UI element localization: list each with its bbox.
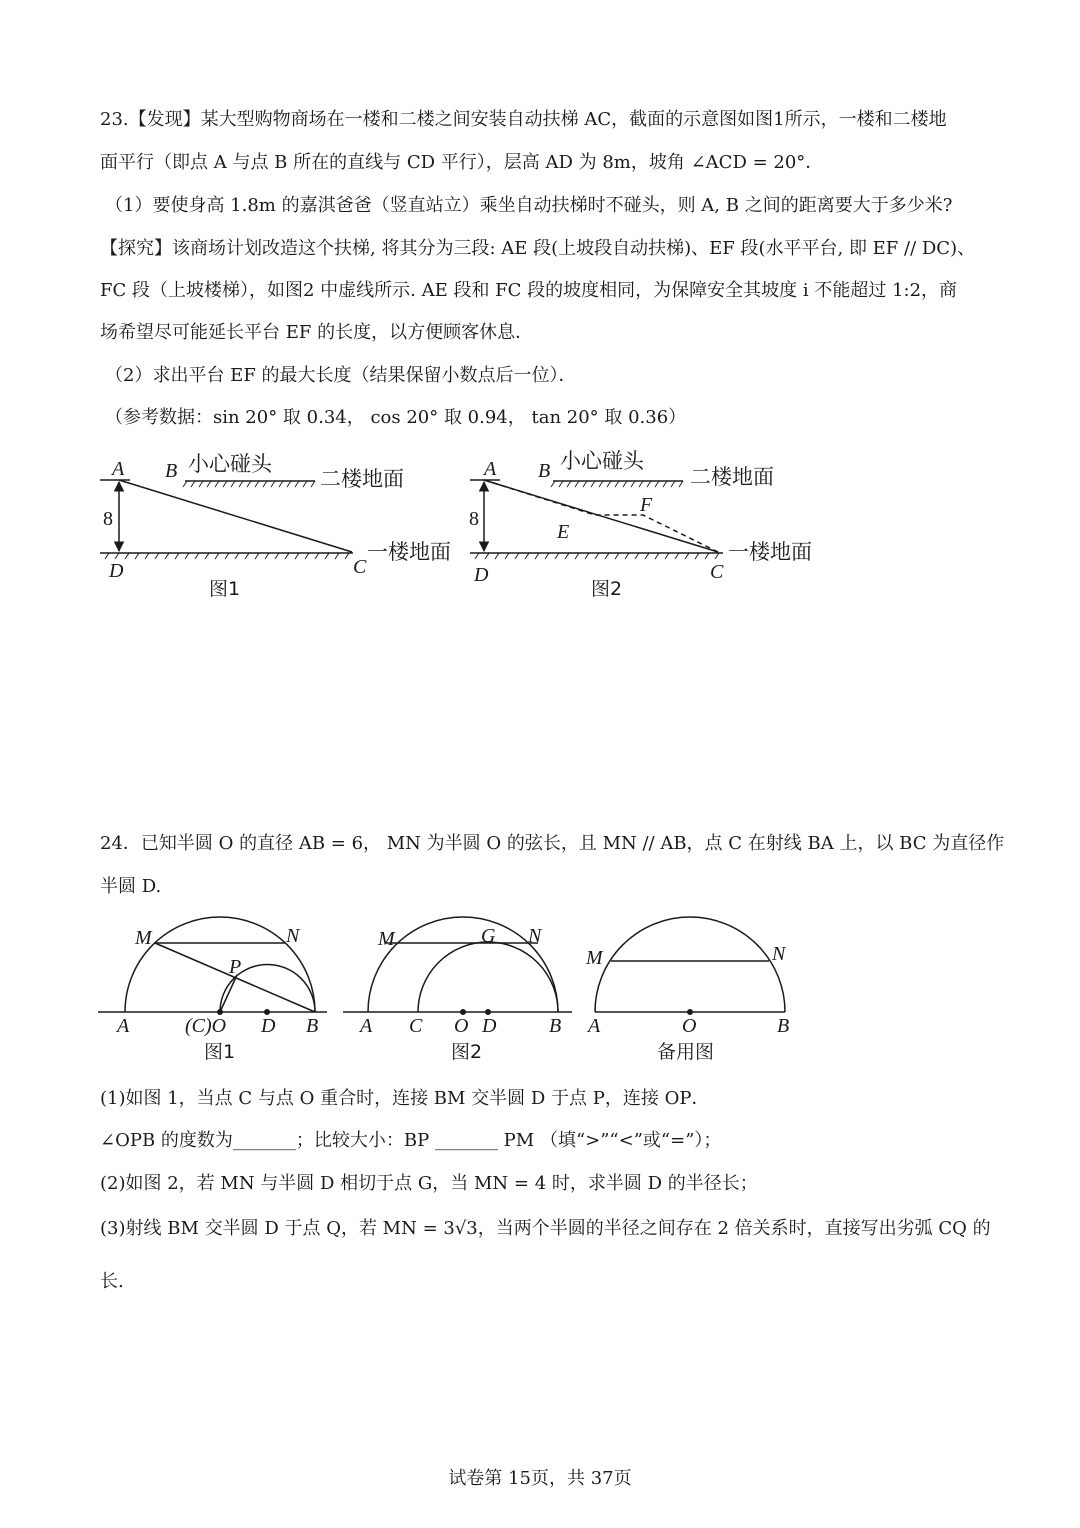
q23-fig1-floor2: 二楼地面 xyxy=(320,467,404,491)
q23-fig2-label-a: A xyxy=(484,458,497,480)
q23-fig2-label-f: F xyxy=(640,494,653,516)
q24-fig2-label-o: O xyxy=(454,1015,469,1037)
q24-fig2-label-g: G xyxy=(481,925,496,947)
q24-fig1-label-d: D xyxy=(261,1015,276,1037)
q24-fig1-label-p: P xyxy=(229,956,242,978)
q24-fig2-label-d: D xyxy=(482,1015,497,1037)
q24-fig2-caption: 图2 xyxy=(451,1041,483,1063)
q23-fig1-label-a: A xyxy=(112,458,125,480)
q23-fig1-floor1: 一楼地面 xyxy=(367,540,451,564)
q23-fig1-height: 8 xyxy=(103,508,113,530)
q23-line-1: 23.【发现】某大型购物商场在一楼和二楼之间安装自动扶梯 AC，截面的示意图如图1所示，一楼和二楼地 xyxy=(100,109,947,130)
q23-fig2-label-b: B xyxy=(538,460,551,482)
q24-fig2-label-m: M xyxy=(378,928,395,950)
q23-line-2: 面平行（即点 A 与点 B 所在的直线与 CD 平行），层高 AD 为 8m，坡角 ∠ACD = 20°． xyxy=(100,152,824,173)
q24-line-5: (2)如图 2，若 MN 与半圆 D 相切于点 G，当 MN = 4 时，求半圆 D 的半径长； xyxy=(100,1173,758,1194)
q23-line-3: （1）要使身高 1.8m 的嘉淇爸爸（竖直站立）乘坐自动扶梯时不碰头，则 A, B 之间的距离要大于多少米? xyxy=(105,195,953,216)
q23-fig1-caution: 小心碰头 xyxy=(188,452,272,476)
q24-line-4: ∠OPB 的度数为_______；比较大小：BP _______ PM （填“>”“<”或“=”）； xyxy=(100,1130,722,1151)
q23-fig1-caption: 图1 xyxy=(209,578,241,600)
q23-line-5: FC 段（上坡楼梯），如图2 中虚线所示. AE 段和 FC 段的坡度相同，为保障安全其坡度 i 不能超过 1:2，商 xyxy=(100,280,958,301)
q24-fig1-caption: 图1 xyxy=(204,1041,236,1063)
q23-line-7: （2）求出平台 EF 的最大长度（结果保留小数点后一位）． xyxy=(105,365,577,386)
q24-fig2-label-a: A xyxy=(360,1015,373,1037)
q24-fig2-label-b: B xyxy=(549,1015,562,1037)
q24-fig2-label-n: N xyxy=(528,925,542,947)
q24-fig1-label-m: M xyxy=(135,927,152,949)
q24-fig3-label-n: N xyxy=(772,943,786,965)
q23-line-8: （参考数据：sin 20° 取 0.34， cos 20° 取 0.94， tan 20° 取 0.36） xyxy=(105,407,687,428)
q24-fig3-label-a: A xyxy=(588,1015,601,1037)
q23-line-6: 场希望尽可能延长平台 EF 的长度，以方便顾客休息． xyxy=(100,322,534,343)
q24-fig1-label-co: (C)O xyxy=(185,1015,227,1037)
q24-fig1-label-a: A xyxy=(117,1015,130,1037)
page-footer: 试卷第 15页，共 37页 xyxy=(448,1468,632,1489)
q23-fig2-label-d: D xyxy=(474,564,489,586)
q23-fig2-label-c: C xyxy=(710,561,724,583)
q24-fig3-caption: 备用图 xyxy=(657,1041,715,1063)
q24-fig2-label-c: C xyxy=(409,1015,423,1037)
q24-fig1-label-n: N xyxy=(286,925,300,947)
q24-fig1-label-b: B xyxy=(306,1015,319,1037)
q24-fig3-label-o: O xyxy=(682,1015,697,1037)
q24-line-3: (1)如图 1，当点 C 与点 O 重合时，连接 BM 交半圆 D 于点 P，连接 OP． xyxy=(100,1088,710,1109)
q23-fig2-height: 8 xyxy=(469,508,479,530)
q23-fig2-caution: 小心碰头 xyxy=(560,449,644,473)
q24-figure-backup xyxy=(580,920,800,1065)
q24-figure-2 xyxy=(340,920,580,1065)
q24-line-6: (3)射线 BM 交半圆 D 于点 Q，若 MN = 3√3，当两个半圆的半径之间存在 2 倍关系时，直接写出劣弧 CQ 的 xyxy=(100,1218,991,1239)
q24-line-7: 长. xyxy=(100,1271,124,1292)
q24-line-1: 24．已知半圆 O 的直径 AB = 6， MN 为半圆 O 的弦长，且 MN // AB，点 C 在射线 BA 上，以 BC 为直径作 xyxy=(100,833,1005,854)
q24-line-2: 半圆 D. xyxy=(100,876,162,897)
q24-fig3-label-b: B xyxy=(777,1015,790,1037)
q23-fig1-label-b: B xyxy=(165,460,178,482)
q23-fig1-label-d: D xyxy=(109,560,124,582)
q23-fig2-label-e: E xyxy=(557,521,570,543)
q23-fig2-caption: 图2 xyxy=(591,578,623,600)
q24-fig3-label-m: M xyxy=(586,947,603,969)
q23-fig2-floor1: 一楼地面 xyxy=(728,540,812,564)
q23-line-4: 【探究】该商场计划改造这个扶梯, 将其分为三段: AE 段(上坡段自动扶梯)、EF 段(水平平台, 即 EF // DC)、 xyxy=(100,238,976,259)
q23-figure-1 xyxy=(95,445,475,610)
q23-fig2-floor2: 二楼地面 xyxy=(690,465,774,489)
q23-figure-2 xyxy=(465,445,845,610)
q24-figure-1 xyxy=(95,920,335,1065)
q23-fig1-label-c: C xyxy=(353,556,367,578)
